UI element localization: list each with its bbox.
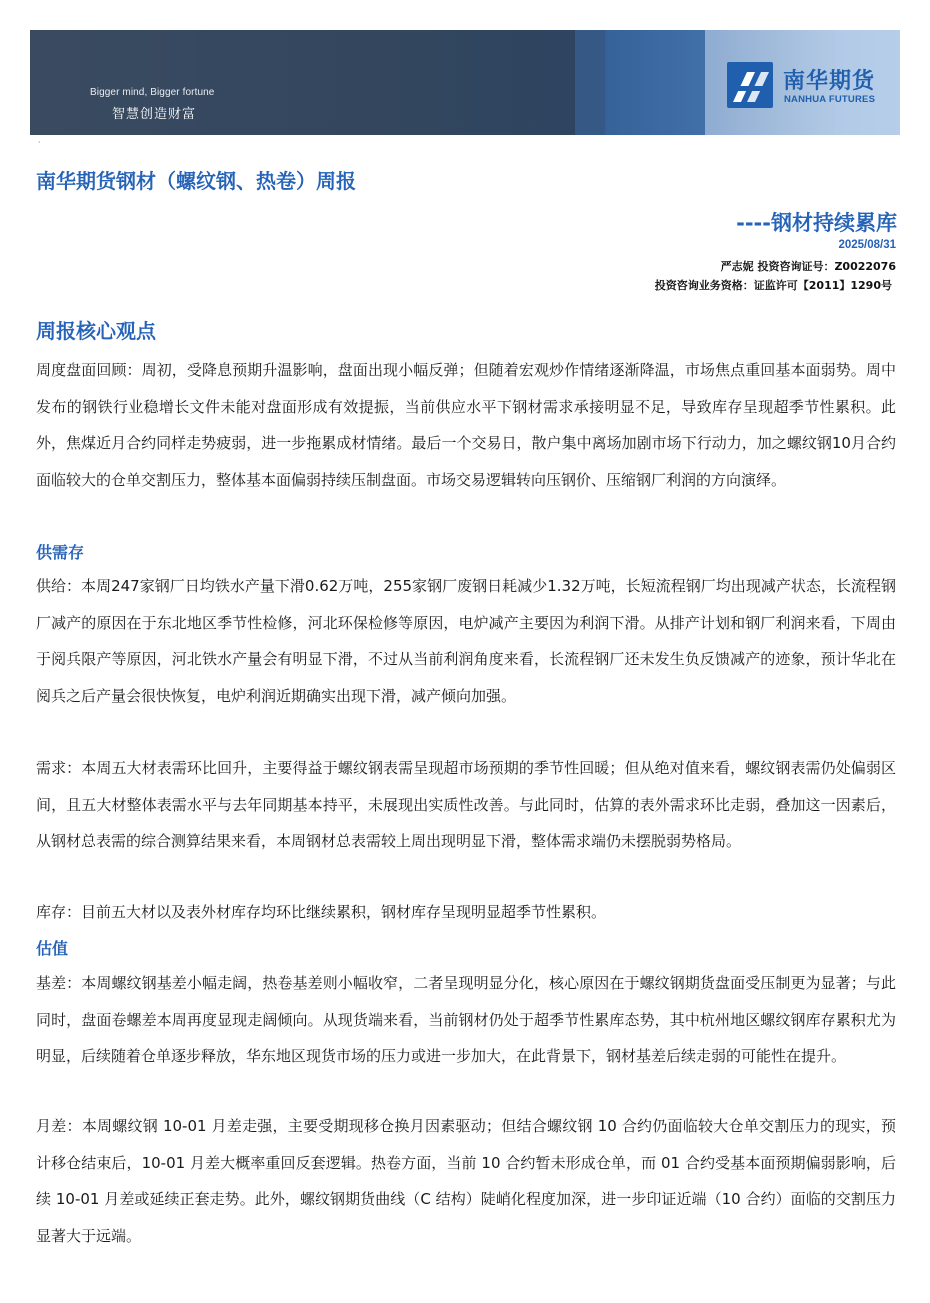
banner-shade [575,30,705,135]
logo-text-chinese: 南华期货 [783,69,876,94]
header-banner [30,30,900,135]
inventory-paragraph: 库存：目前五大材以及表外材库存均环比继续累积，钢材库存呈现明显超季节性累积。 [36,903,607,921]
report-title: 南华期货钢材（螺纹钢、热卷）周报 [36,169,356,193]
slogan-chinese: 智慧创造财富 [112,107,197,122]
supply-paragraph: 供给：本周247家钢厂日均铁水产量下滑0.62万吨，255家钢厂废钢日耗减少1.32万吨，长短流程钢厂均出现减产状态，长流程钢厂减产的原因在于东北地区季节性检修，河北环保检修等原因，电炉减产主要因为利润下滑。从排产计划和钢厂利润来看，下周由于阅兵限产等原因，河北铁水产量会有明显下滑，不过从当前利润角度来看，长流程钢厂还未发生负反馈减产的迹象，预计华北在阅兵之后产量会很快恢复，电炉利润近期确实出现下滑，减产倾向加强。 [36,577,896,705]
report-subtitle: ----钢材持续累库 [736,211,897,235]
logo-text-english: NANHUA FUTURES [784,94,876,105]
spread-paragraph: 月差：本周螺纹钢 10-01 月差走强，主要受期现移仓换月因素驱动；但结合螺纹钢 10 合约仍面临较大仓单交割压力的现实，预计移仓结束后，10-01 月差大概率重回反套逻辑。热卷方面，当前 10 合约暂未形成仓单，而 01 合约受基本面预期偏弱影响，后续 10-01 月差或延续正套走势。此外，螺纹钢期货曲线（C 结构）陡峭化程度加深，进一步印证近端（10 合约）面临的交割压力显著大于远端。 [36,1117,896,1245]
slogan-english: Bigger mind, Bigger fortune [90,87,215,98]
page-dot: · [38,138,41,147]
basis-paragraph: 基差：本周螺纹钢基差小幅走阔，热卷基差则小幅收窄，二者呈现明显分化，核心原因在于螺纹钢期货盘面受压制更为显著；与此同时，盘面卷螺差本周再度显现走阔倾向。从现货端来看，当前钢材仍处于超季节性累库态势，其中杭州地区螺纹钢库存累积尤为明显，后续随着仓单逐步释放，华东地区现货市场的压力或进一步加大，在此背景下，钢材基差后续走弱的可能性在提升。 [36,974,896,1065]
demand-paragraph: 需求：本周五大材表需环比回升，主要得益于螺纹钢表需呈现超市场预期的季节性回暖；但从绝对值来看，螺纹钢表需仍处偏弱区间，且五大材整体表需水平与去年同期基本持平，未展现出实质性改善。与此同时，估算的表外需求环比走弱，叠加这一因素后，从钢材总表需的综合测算结果来看，本周钢材总表需较上周出现明显下滑，整体需求端仍未摆脱弱势格局。 [36,759,896,850]
analyst-info: 严志妮 投资咨询证号：Z0022076 [720,260,896,273]
company-logo [727,62,892,110]
nanhua-logo-icon [727,62,773,108]
section-heading: 周报核心观点 [36,319,156,343]
valuation-heading: 估值 [36,939,69,958]
qualification-info: 投资咨询业务资格：证监许可【2011】1290号 [654,279,892,292]
report-date: 2025/08/31 [838,239,896,251]
overview-paragraph: 周度盘面回顾：周初，受降息预期升温影响，盘面出现小幅反弹；但随着宏观炒作情绪逐渐降温，市场焦点重回基本面弱势。周中发布的钢铁行业稳增长文件未能对盘面形成有效提振，当前供应水平下钢材需求承接明显不足，导致库存呈现超季节性累积。此外，焦煤近月合约同样走势疲弱，进一步拖累成材情绪。最后一个交易日，散户集中离场加剧市场下行动力，加之螺纹钢10月合约面临较大的仓单交割压力，整体基本面偏弱持续压制盘面。市场交易逻辑转向压钢价、压缩钢厂利润的方向演绎。 [36,361,896,489]
supply-demand-inventory-heading: 供需存 [36,543,85,562]
